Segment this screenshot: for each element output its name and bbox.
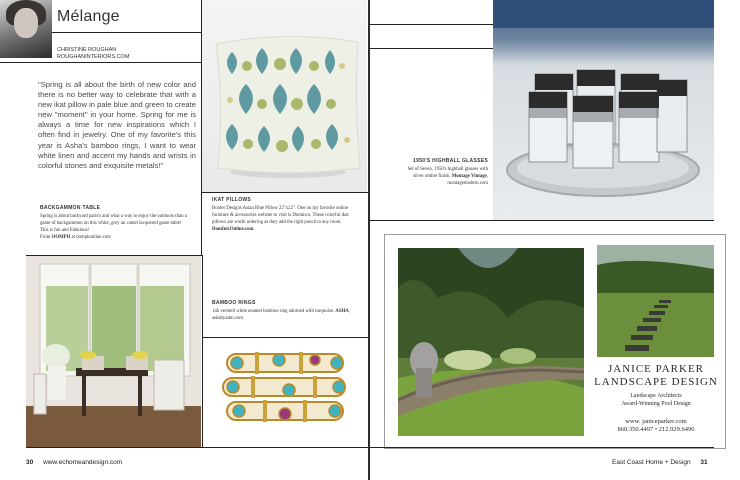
bamboo-caption: [212, 300, 362, 322]
ikat-heading: IKAT PILLOWS: [212, 197, 252, 203]
right-top-rule: [370, 24, 493, 25]
lawn-path-image: [597, 245, 714, 357]
left-footer-rule: [26, 447, 368, 448]
bamboo-brand: ASHA: [335, 309, 349, 314]
highball-brand-suffix: ,: [486, 174, 488, 179]
ad-tagline2: Award-Winning Pool Design: [621, 401, 691, 407]
bamboo-body: 14k vermeil white enamel bamboo ring adorned with turquoise.: [212, 309, 336, 314]
ad-company-line1: JANICE PARKER: [607, 363, 705, 375]
highball-glasses-photo: [493, 0, 714, 220]
intro-quote: "Spring is all about the birth of new color and there is no better way to celebrate that with a new ikat pillow in pale blue and green to create new "moment" in your home. Spring for me is always a time for new inspirations which I often find in jewelry. One of my favorite's this year is Asha's bamboo rings, I want to wear white linen and accent my hands and wrists in colorful stones and exquisite metals!": [38, 80, 196, 170]
backgammon-source-suffix: at oomphonline.com: [70, 235, 111, 240]
ikat-body: Booter Designs Asian Blue Pillow 22"x22". One on my favorite online furniture & accessories website to visit is Dominco. These colorful ikat pillows are worth ordering as they add the right punch to any room.: [212, 206, 349, 225]
backgammon-body: Spring is about backyard parts's and what a way to enjoy the outdoors than a game of backgammon on this white, grey an camel lacquered game table! This is fun and Fabulous!: [40, 214, 187, 233]
right-page-number: 31: [700, 459, 708, 466]
ad-company-line2: LANDSCAPE DESIGN: [594, 376, 718, 388]
backgammon-caption: [40, 205, 190, 241]
left-folio: [26, 459, 122, 466]
title-rule: [52, 32, 202, 33]
highball-heading: 1950'S HIGHBALL GLASSES: [413, 158, 488, 164]
highball-site: montagemodern.com: [447, 181, 488, 186]
right-page-magazine: East Coast Home + Design: [612, 459, 691, 466]
spine-gutter: [368, 0, 370, 480]
right-mid-rule: [370, 220, 714, 221]
header-rule: [0, 62, 202, 63]
right-second-rule: [370, 48, 493, 49]
highball-body: Set of Seven, 1950's highball glasses with silver ombre finish.: [407, 167, 488, 179]
ad-garden-wall-photo: [398, 248, 584, 436]
backgammon-from: From: [40, 235, 52, 240]
janice-parker-ad: [384, 234, 726, 449]
ad-taglines: [589, 392, 723, 408]
author-byline: [57, 47, 129, 61]
ikat-link: DomInicOnline.com: [212, 227, 254, 232]
ad-website[interactable]: www. janiceparker.com: [625, 418, 687, 425]
bamboo-heading: BAMBOO RINGS: [212, 300, 256, 306]
ad-company-name: [589, 363, 723, 389]
garden-wall-image: [398, 248, 584, 436]
left-page-number: 30: [26, 459, 34, 466]
dining-room-image: [26, 256, 201, 448]
section-title: Mélange: [57, 8, 120, 25]
highball-brand: Montage Vintage: [451, 174, 487, 179]
ad-contact: [589, 418, 723, 434]
backgammon-heading: BACKGAMMON TABLE: [40, 205, 101, 211]
author-photo: [0, 0, 52, 58]
ikat-pillow-image: [202, 0, 367, 192]
backgammon-table-photo: [26, 256, 201, 448]
highball-glasses-image: [493, 0, 714, 220]
ad-phones: 860.350.4497 • 212.929.6490: [617, 426, 695, 433]
backgammon-source: OOMPH: [51, 235, 71, 240]
ad-tagline1: Landscape Architects: [630, 393, 682, 399]
highball-caption: [400, 158, 488, 187]
left-page-site: www.echomeandesign.com: [43, 459, 123, 466]
bamboo-brand-suffix: , ashabyadm.com: [212, 309, 350, 321]
right-footer-rule: [370, 447, 714, 448]
author-website: ROUGHANINTERIORS.COM: [57, 54, 130, 60]
author-name: CHRISTINE ROUGHAN: [57, 47, 117, 53]
ikat-pillow-photo: [202, 0, 367, 192]
right-folio: [612, 459, 708, 466]
ikat-caption: [212, 197, 362, 233]
ad-lawn-path-photo: [597, 245, 714, 357]
bamboo-rings-image: [203, 338, 367, 448]
pillow-rule: [202, 192, 368, 193]
bamboo-rings-photo: [203, 338, 367, 448]
